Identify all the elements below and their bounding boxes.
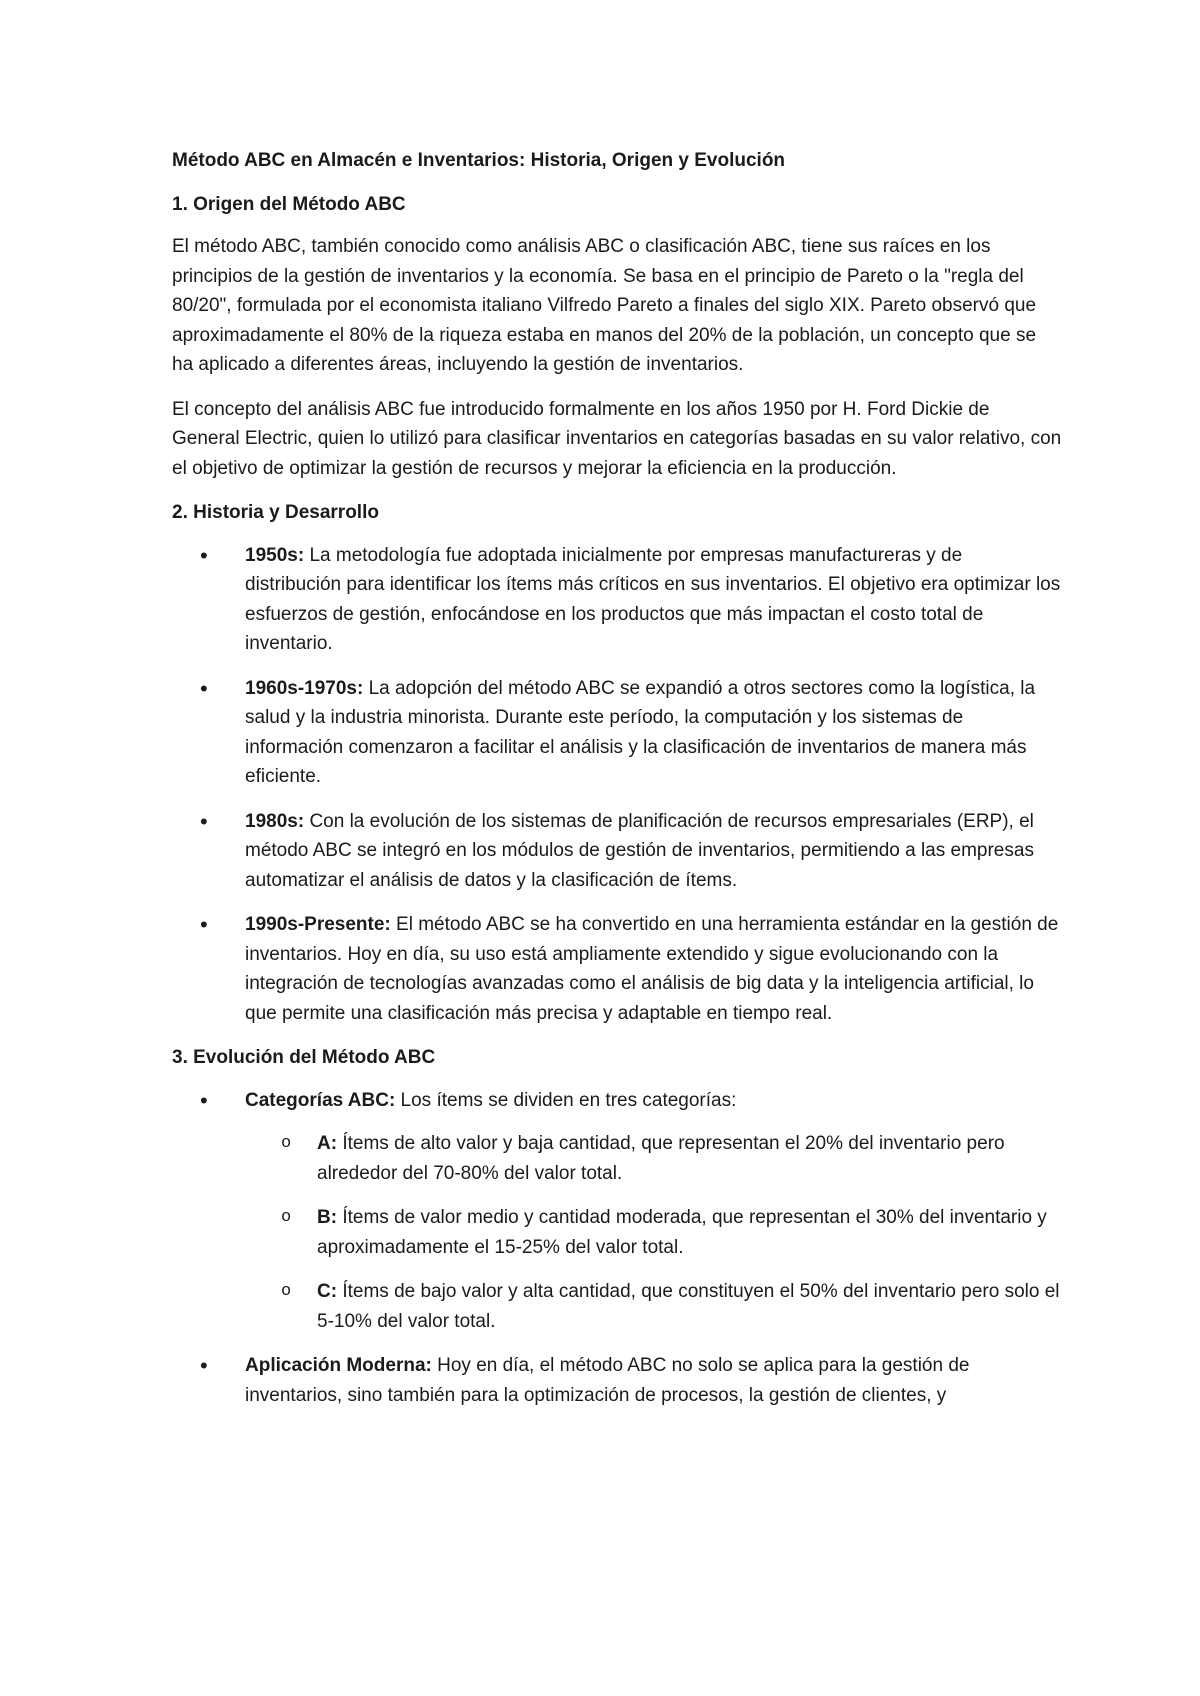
- history-item-text: La adopción del método ABC se expandió a otros sectores como la logística, la salud y la industria minorista. Durante este período, la computación y los sistemas de información comenzaron a facilitar el análisis y la clasificación de inventarios de manera más eficiente.: [245, 677, 1036, 787]
- modern-application-text: Hoy en día, el método ABC no solo se aplica para la gestión de inventarios, sino también para la optimización de procesos, la gestión de clientes, y: [245, 1355, 970, 1406]
- history-item-label: 1960s-1970s:: [245, 677, 364, 699]
- category-label: C:: [317, 1281, 338, 1302]
- history-item-text: El método ABC se ha convertido en una herramienta estándar en la gestión de inventarios. Hoy en día, su uso está ampliamente extendido y sigue evolucionando con la integración de tecnologías avanzadas como el análisis de big data y la inteligencia artificial, lo que permite una clasificación más precisa y adaptable en tiempo real.: [245, 914, 1059, 1024]
- history-item-label: 1950s:: [245, 544, 305, 566]
- category-text: Ítems de alto valor y baja cantidad, que representan el 20% del inventario pero alrededor del 70-80% del valor total.: [317, 1133, 1005, 1184]
- evolution-list: [172, 1086, 1062, 1411]
- category-text: Ítems de bajo valor y alta cantidad, que constituyen el 50% del inventario pero solo el 5-10% del valor total.: [317, 1281, 1060, 1332]
- category-text: Ítems de valor medio y cantidad moderada, que representan el 30% del inventario y aproximadamente el 15-25% del valor total.: [317, 1207, 1047, 1258]
- document-body: [172, 146, 1062, 1425]
- history-item-text: La metodología fue adoptada inicialmente por empresas manufactureras y de distribución para identificar los ítems más críticos en sus inventarios. El objetivo era optimizar los esfuerzos de gestión, enfocándose en los productos que más impactan el costo total de inventario.: [245, 544, 1061, 654]
- modern-application-label: Aplicación Moderna:: [245, 1355, 432, 1376]
- section-1-heading: 1. Origen del Método ABC: [172, 193, 406, 215]
- history-list: [172, 541, 1062, 1029]
- categories-label: Categorías ABC:: [245, 1089, 396, 1111]
- history-item-label: 1990s-Presente:: [245, 914, 391, 935]
- history-item: [245, 807, 1062, 896]
- categories-sublist: [245, 1129, 1062, 1336]
- section-2-heading: 2. Historia y Desarrollo: [172, 502, 379, 523]
- categories-text: Los ítems se dividen en tres categorías:: [395, 1089, 737, 1111]
- category-item: [317, 1203, 1062, 1262]
- category-item: [317, 1129, 1062, 1188]
- modern-application-item: [245, 1351, 1062, 1410]
- history-item-text: Con la evolución de los sistemas de planificación de recursos empresariales (ERP), el método ABC se integró en los módulos de gestión de inventarios, permitiendo a las empresas automatizar el análisis de datos y la clasificación de ítems.: [245, 810, 1034, 891]
- category-label: A:: [317, 1133, 338, 1154]
- section-1-paragraph-2: El concepto del análisis ABC fue introducido formalmente en los años 1950 por H. Ford Dickie de General Electric, quien lo utilizó para clasificar inventarios en categorías basadas en su valor relativo, con el objetivo de optimizar la gestión de recursos y mejorar la eficiencia en la producción.: [172, 398, 1062, 479]
- history-item: [245, 541, 1062, 659]
- history-item-label: 1980s:: [245, 810, 305, 832]
- section-3-heading: 3. Evolución del Método ABC: [172, 1047, 436, 1068]
- category-label: B:: [317, 1207, 338, 1228]
- section-1-paragraph-1: El método ABC, también conocido como análisis ABC o clasificación ABC, tiene sus raíces en los principios de la gestión de inventarios y la economía. Se basa en el principio de Pareto o la "regla del 80/20", formulada por el economista italiano Vilfredo Pareto a finales del siglo XIX. Pareto observó que aproximadamente el 80% de la riqueza estaba en manos del 20% de la población, un concepto que se ha aplicado a diferentes áreas, incluyendo la gestión de inventarios.: [172, 236, 1037, 375]
- document-title: Método ABC en Almacén e Inventarios: Historia, Origen y Evolución: [172, 150, 786, 171]
- categories-item: [245, 1086, 1062, 1337]
- history-item: [245, 674, 1062, 792]
- history-item: [245, 910, 1062, 1028]
- category-item: [317, 1277, 1062, 1336]
